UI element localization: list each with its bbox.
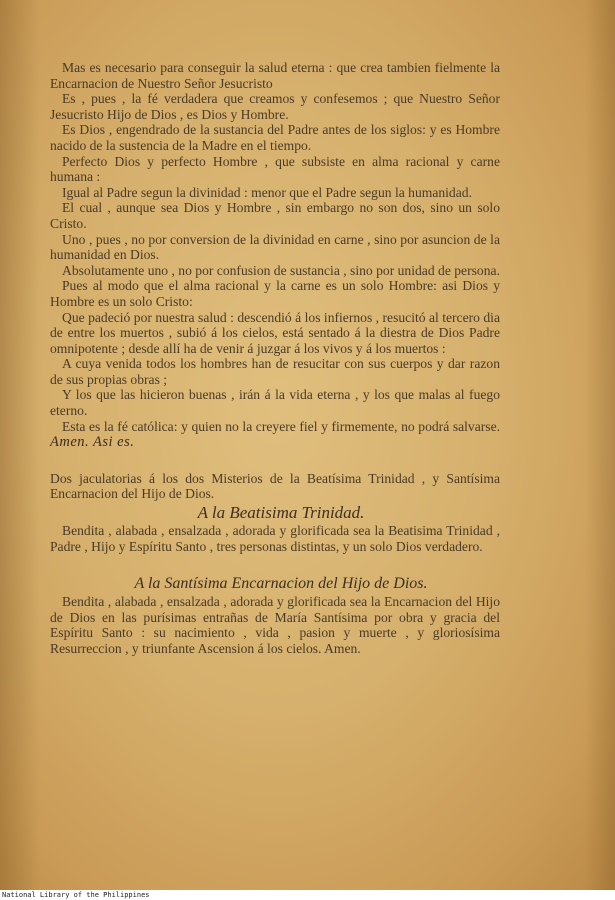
spacer xyxy=(50,451,500,471)
trinidad-title: A la Beatisima Trinidad. xyxy=(197,503,365,523)
paragraph: Perfecto Dios y perfecto Hombre , que subsiste en alma racional y carne humana : xyxy=(50,153,500,185)
closing-amen: Amen. Asi es. xyxy=(50,434,135,451)
paragraph: Que padeció por nuestra salud : descendió á los infiernos , resucitó al tercero dia de entre los muertos , subió á los cielos, está sentado á la diestra de Dios Padre omnipotente ; desde allí ha de venir á juzgar á los vivos y á los muertos : xyxy=(50,309,500,356)
spacer xyxy=(50,554,500,574)
final-paragraph xyxy=(50,419,500,451)
page-content xyxy=(50,60,500,657)
paragraph: Es , pues , la fé verdadera que creamos y confesemos ; que Nuestro Señor Jesucristo Hijo de Dios , es Dios y Hombre. xyxy=(50,91,500,122)
paragraph: A cuya venida todos los hombres han de resucitar con sus cuerpos y dar razon de sus propias obras ; xyxy=(50,356,500,387)
paragraph: Pues al modo que el alma racional y la carne es un solo Hombre: asi Dios y Hombre es un solo Cristo: xyxy=(50,278,500,309)
final-paragraph-text: Esta es la fé católica: y quien no la creyere fiel y firmemente, no podrá salvarse. xyxy=(62,418,500,434)
paragraph: Mas es necesario para conseguir la salud eterna : que crea tambien fielmente la Encarnacion de Nuestro Señor Jesucristo xyxy=(50,60,500,91)
paragraph: Absolutamente uno , no por confusion de sustancia , sino por unidad de persona. xyxy=(62,262,500,278)
paragraph: Y los que las hicieron buenas , irán á la vida eterna , y los que malas al fuego eterno. xyxy=(50,387,500,419)
paragraph: Uno , pues , no por conversion de la divinidad en carne , sino por asuncion de la humanidad en Dios. xyxy=(50,231,500,263)
library-footer: National Library of the Philippines xyxy=(0,890,615,900)
trinidad-text: Bendita , alabada , ensalzada , adorada y glorificada sea la Beatisima Trinidad , Padre , Hijo y Espíritu Santo , tres personas distintas, y un solo Dios verdadero. xyxy=(50,523,500,554)
jaculatorias-intro: Dos jaculatorias á los dos Misterios de la Beatísima Trinidad , y Santísima Encarnacion del Hijo de Dios. xyxy=(50,470,500,502)
paragraph: Es Dios , engendrado de la sustancia del Padre antes de los siglos: y es Hombre nacido de la sustencia de la Madre en el tiempo. xyxy=(50,122,500,153)
paragraph: Igual al Padre segun la divinidad : menor que el Padre segun la humanidad. xyxy=(62,184,472,200)
paragraph: El cual , aunque sea Dios y Hombre , sin embargo no son dos, sino un solo Cristo. xyxy=(50,200,500,231)
encarnacion-text: Bendita , alabada , ensalzada , adorada y glorificada sea la Encarnacion del Hijo de Dios en las purísimas entrañas de María Santísima por obra y gracia del Espíritu Santo : su nacimiento , vida , pasion y muerte , y gloriosísima Resurreccion , y triunfante Ascension á los cielos. Amen. xyxy=(50,594,500,656)
encarnacion-title: A la Santísima Encarnacion del Hijo de Dios. xyxy=(134,575,428,593)
